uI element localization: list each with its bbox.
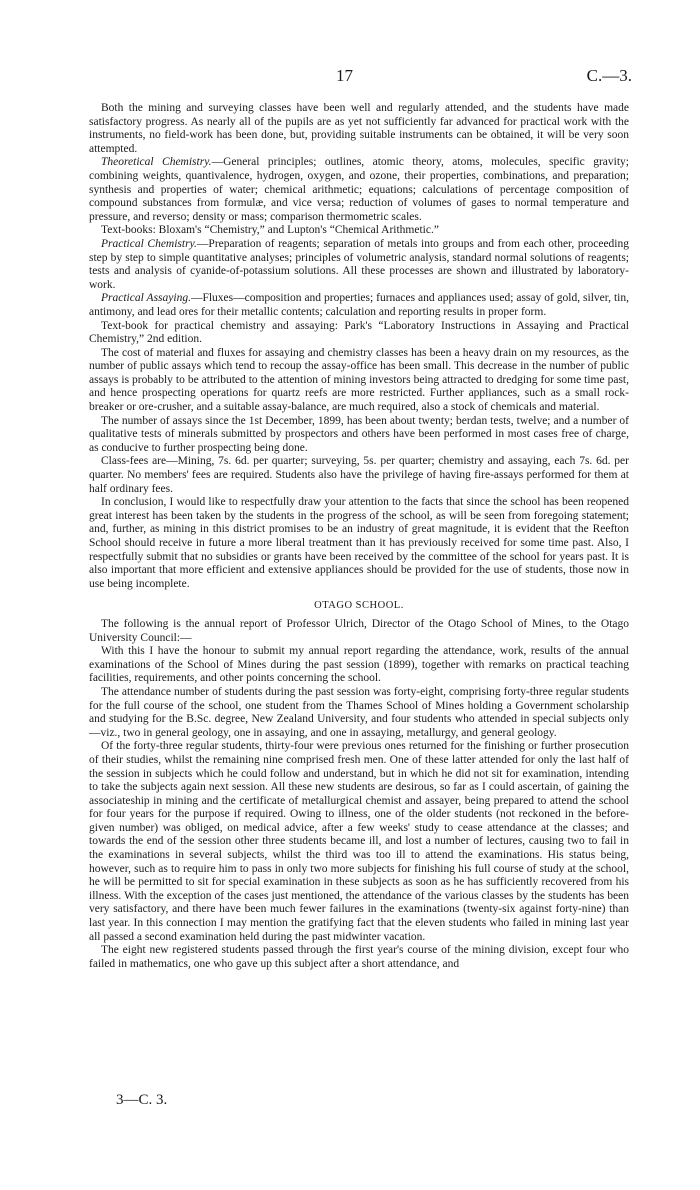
paragraph-text: With this I have the honour to submit my annual report regarding the attendance, work, results of the annual examinations of the School of Mines during the past session (1899), together with remarks on practical teaching facilities, requirements, and other points concerning the school. — [89, 645, 629, 685]
paragraph-text: The following is the annual report of Professor Ulrich, Director of the Otago School of Mines, to the Otago University Council:— — [89, 617, 629, 644]
paragraph — [89, 740, 629, 944]
paragraph-text: Text-books: Bloxam's “Chemistry,” and Lupton's “Chemical Arithmetic.” — [101, 224, 439, 237]
document-reference: C.—3. — [586, 66, 632, 85]
paragraph — [89, 618, 629, 645]
paragraph — [89, 686, 629, 740]
paragraph — [89, 496, 629, 591]
paragraph-text: —Fluxes—composition and properties; furnaces and appliances used; assay of gold, silver, tin, antimony, and lead ores for their metallic contents; calculation and reporting results in proper form. — [89, 292, 629, 318]
paragraph — [89, 645, 629, 686]
paragraph-text: Of the forty-three regular students, thirty-four were previous ones returned for the finishing or further prosecution of their studies, whilst the remaining nine comprised fresh men. One of these latter attended for only the last half of the session in subjects which he could follow and understand, but in which he did not sit for examination, intending to take the subjects again next session. All these new students are desirous, so far as I could ascertain, of gaining the associateship in mining and the certificate of metallurgical chemist and assayer, being prepared to attend the school for four years for the purpose if required. Owing to illness, one of the older students (not reckoned in the before-given number) was obliged, on medical advice, after a few weeks' study to cease attendance at the classes; and towards the end of the session other three students became ill, and lost a number of lectures, causing two to fail in the examinations in several subjects, whilst the third was too ill to attend the examinations. His status being, however, such as to require him to pass in only two more subjects for finishing his full course of study at the school, he will be permitted to sit for special examination in these subjects as soon as he has sufficiently recovered from his illness. With the exception of the cases just mentioned, the attendance of the various classes by the students has been very satisfactory, and there have been much fewer failures in the examinations (twenty-six against forty-nine) than last year. In this connection I may mention the gratifying fact that the eleven students who failed in mining last year all passed a second examination held during the past midwinter vacation. — [89, 740, 629, 943]
paragraph-text: The eight new registered students passed through the first year's course of the mining division, except four who failed in mathematics, one who gave up this subject after a short attendance, and — [89, 944, 629, 970]
paragraph-text: —General principles; outlines, atomic theory, atoms, molecules, specific gravity; combining weights, quantivalence, hydrogen, oxygen, and ozone, their properties, combinations, and preparation; synthesis and properties of water; chemical arithmetic; equations; calculations of percentage composition of compound substances from formulæ, and vice versa; reduction of volumes of gases to normal temperature and pressure, and reverso; density or mass; comparison thermometric scales. — [89, 156, 630, 223]
report-reefton-section — [89, 102, 629, 591]
paragraph-text: The cost of material and fluxes for assaying and chemistry classes has been a heavy drain on my resources, as the number of public assays which tend to recoup the assay-office has been small. This decrease in the number of public assays is probably to be attributed to the attention of mining investors being attracted to dredging for some time past, and hence prospecting operations for quartz reefs are more restricted. Further appliances, such as a small rock-breaker or ore-crusher, and a suitable assay-balance, are much required, also a stock of chemicals and material. — [89, 346, 629, 414]
paragraph-text: Both the mining and surveying classes have been well and regularly attended, and the students have made satisfactory progress. As nearly all of the pupils are as yet not sufficiently far advanced for practical work with the instruments, no field-work has been done, but, providing suitable instruments can be obtained, it will be very soon attempted. — [89, 102, 629, 155]
paragraph-lead: Practical Assaying. — [101, 292, 191, 305]
paragraph — [89, 102, 629, 156]
paragraph-text: The attendance number of students during the past session was forty-eight, comprising forty-three regular students for the full course of the school, one student from the Thames School of Mines holding a Government scholarship and studying for the B.Sc. degree, New Zealand University, and four students who attended in special subjects only—viz., two in general geology, one in assaying, and one in assaying, metallurgy, and general geology. — [89, 685, 629, 739]
paragraph-text: Class-fees are—Mining, 7s. 6d. per quarter; surveying, 5s. per quarter; chemistry and assaying, each 7s. 6d. per quarter. No members' fees are required. Students also have the privilege of having fire-assays performed for them at half ordinary fees. — [89, 455, 629, 495]
paragraph — [89, 415, 629, 456]
signature-mark: 3—C. 3. — [116, 1092, 168, 1108]
paragraph — [89, 320, 629, 347]
paragraph — [89, 156, 629, 224]
body-text — [89, 102, 629, 971]
paragraph-text: The number of assays since the 1st December, 1899, has been about twenty; berdan tests, twelve; and a number of qualitative tests of minerals submitted by prospectors and others have been performed in most cases free of charge, as conducive to further prospecting being done. — [89, 414, 629, 454]
paragraph — [89, 347, 629, 415]
report-otago-section — [89, 618, 629, 971]
paragraph-text: —Preparation of reagents; separation of metals into groups and from each other, proceeding step by step to simple quantitative analyses; principles of volumetric analysis, standard normal solutions of reagents; tests and analysis of cyanide-of-potassium solutions. All these processes are shown and illustrated by laboratory-work. — [89, 237, 629, 291]
section-heading: OTAGO SCHOOL. — [314, 600, 404, 612]
paragraph — [89, 944, 629, 971]
page-number: 17 — [336, 66, 353, 85]
paragraph-lead: Theoretical Chemistry. — [101, 156, 212, 169]
paragraph — [89, 238, 629, 292]
paragraph — [89, 224, 629, 238]
paragraph — [89, 455, 629, 496]
paragraph-text: In conclusion, I would like to respectfully draw your attention to the facts that since the school has been reopened great interest has been taken by the students in the progress of the school, as will be seen from foregoing statement; and, further, as mining in this district promises to be an industry of great magnitude, it is evident that the Reefton School should receive in future a more liberal treatment than it has previously received for some time past. Also, I respectfully submit that no subsidies or grants have been received by the committee of the school for years past. It is also important that more efficient and extensive appliances should be provided for the use of students, those now in use being incomplete. — [89, 496, 629, 590]
paragraph — [89, 292, 629, 319]
paragraph-text: Text-book for practical chemistry and assaying: Park's “Laboratory Instructions in Assaying and Practical Chemistry,” 2nd edition. — [89, 319, 629, 346]
paragraph-lead: Practical Chemistry. — [101, 237, 197, 250]
page-header — [0, 66, 700, 86]
